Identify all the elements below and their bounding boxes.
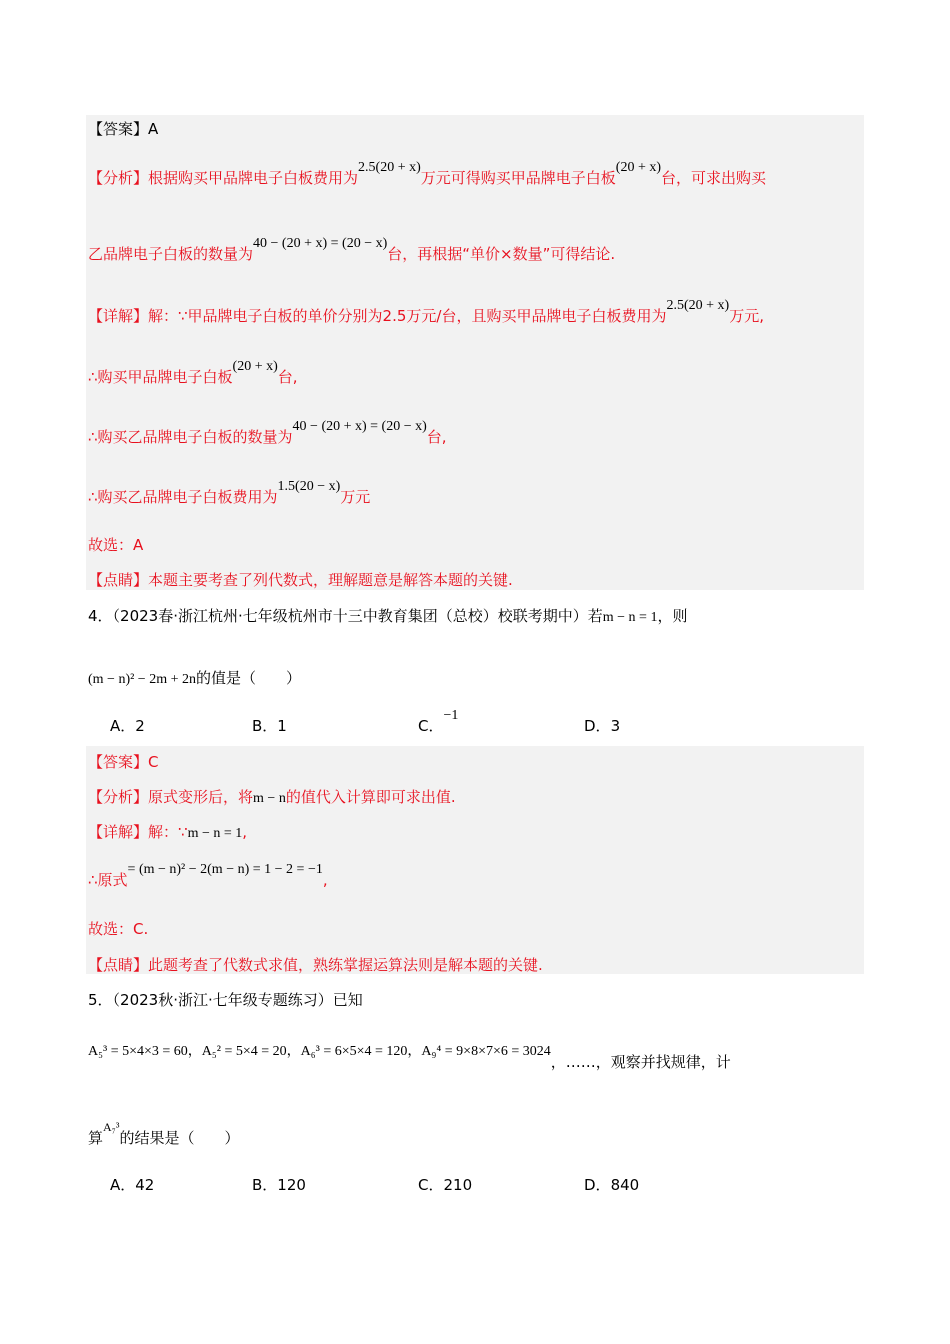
q4-option-d[interactable]: D．3 [584,717,621,735]
q3-step3-math: 1.5(20 − x) [277,479,341,494]
q4-step [88,862,328,892]
q4-comment-tag: 【点睛】 [88,956,149,974]
q4-ask: 的值是（ ） [196,669,302,687]
q3-analysis-line1 [88,160,767,190]
q4-analysis-math: m − n [253,791,286,806]
q4-detail-math: m − n = 1 [187,826,243,841]
q4-step-comma: , [322,871,328,889]
q4-condition: m − n = 1 [602,610,658,625]
q3-step2-math: 40 − (20 + x) = (20 − x) [292,419,427,434]
q4-analysis [88,787,456,809]
q3-analysis-text4: 乙品牌电子白板的数量为 [88,245,254,263]
q3-answer: 【答案】A [88,120,159,138]
q3-analysis-text2: 万元可得购买甲品牌电子白板 [420,169,616,187]
q4-expression: (m − n)² − 2m + 2n [88,672,196,687]
q4-source: （2023春·浙江杭州·七年级杭州市十三中教育集团（总校）校联考期中）若 [112,607,603,625]
q3-analysis-line2 [88,236,616,266]
q4-option-b[interactable]: B．1 [252,717,287,735]
q4-detail-comma: , [242,823,248,841]
q3-comment-tag: 【点睛】 [88,571,149,589]
q5-calc-text: 算 [88,1129,104,1147]
q4-option-c[interactable]: C．−1 [418,708,459,735]
q5-option-d[interactable]: D．840 [584,1176,640,1194]
q3-detail-line [88,298,764,328]
q3-step1-text: ∴购买甲品牌电子白板 [88,368,233,386]
q4-detail [88,822,247,844]
q3-step1-math: (20 + x) [232,359,278,374]
q3-analysis-math1: 2.5(20 + x) [358,160,421,175]
q3-detail-text: 解：∵甲品牌电子白板的单价分别为2.5万元/台，且购买甲品牌电子白板费用为 [148,307,667,325]
q4-analysis-text: 原式变形后，将 [148,788,254,806]
q4-detail-tag: 【详解】 [88,823,149,841]
q5-calc-ask: 的结果是（ ） [119,1129,240,1147]
q5-calc-line [88,1120,240,1149]
q4-analysis-text2: 的值代入计算即可求出值. [285,788,456,806]
q4-detail-text: 解：∵ [148,823,188,841]
q3-analysis-text3: 台，可求出购买 [661,169,767,187]
q5-option-c[interactable]: C．210 [418,1176,473,1194]
q5-formula-line [88,1044,731,1074]
q4-step-math: = (m − n)² − 2(m − n) = 1 − 2 = −1 [127,862,323,877]
q5-calc-math: A₇³ [103,1120,120,1134]
q4-step-text: ∴原式 [88,871,128,889]
q3-analysis-tag: 【分析】 [88,169,149,187]
q4-expression-line [88,668,301,690]
q5-stem [88,990,363,1010]
q4-then: ，则 [657,607,688,625]
q3-comment [88,570,513,590]
q3-detail-tag: 【详解】 [88,307,149,325]
q3-step1-unit: 台, [277,368,298,386]
q3-analysis-text: 根据购买甲品牌电子白板费用为 [148,169,359,187]
q3-comment-text: 本题主要考查了列代数式，理解题意是解答本题的关键. [148,571,513,589]
q3-analysis-math2: (20 + x) [615,160,662,175]
q3-step3-text: ∴购买乙品牌电子白板费用为 [88,488,278,506]
q4-number: 4． [88,607,113,625]
q3-step1 [88,359,298,389]
q3-detail-math: 2.5(20 + x) [666,298,730,313]
q3-analysis-text5: 台，再根据“单价×数量”可得结论. [387,245,616,263]
q4-solution-box [86,746,864,974]
q3-detail-text2: 万元, [729,307,764,325]
q5-option-a[interactable]: A．42 [110,1176,155,1194]
q5-number: 5． [88,991,113,1009]
q5-source: （2023秋·浙江·七年级专题练习）已知 [112,991,363,1009]
q3-analysis-math3: 40 − (20 + x) = (20 − x) [253,236,388,251]
q3-step2-unit: 台, [426,428,447,446]
q3-step2 [88,419,447,449]
q3-choose: 故选：A [88,536,144,554]
q4-analysis-tag: 【分析】 [88,788,149,806]
q5-tail: ，……，观察并找规律，计 [550,1053,731,1071]
q4-comment-text: 此题考查了代数式求值，熟练掌握运算法则是解本题的关键. [148,956,543,974]
q4-option-a[interactable]: A．2 [110,717,145,735]
q4-stem [88,606,687,628]
q5-formula: A₅³ = 5×4×3 = 60，A₅² = 5×4 = 20，A₆³ = 6×5×4 = 120，A₉⁴ = 9×8×7×6 = 3024 [88,1044,551,1059]
q4-comment [88,955,543,975]
q3-step3 [88,479,371,509]
q4-choose: 故选：C. [88,920,149,938]
q3-step3-unit: 万元 [340,488,371,506]
q4-answer: 【答案】C [88,753,159,771]
q5-option-b[interactable]: B．120 [252,1176,306,1194]
q3-step2-text: ∴购买乙品牌电子白板的数量为 [88,428,293,446]
